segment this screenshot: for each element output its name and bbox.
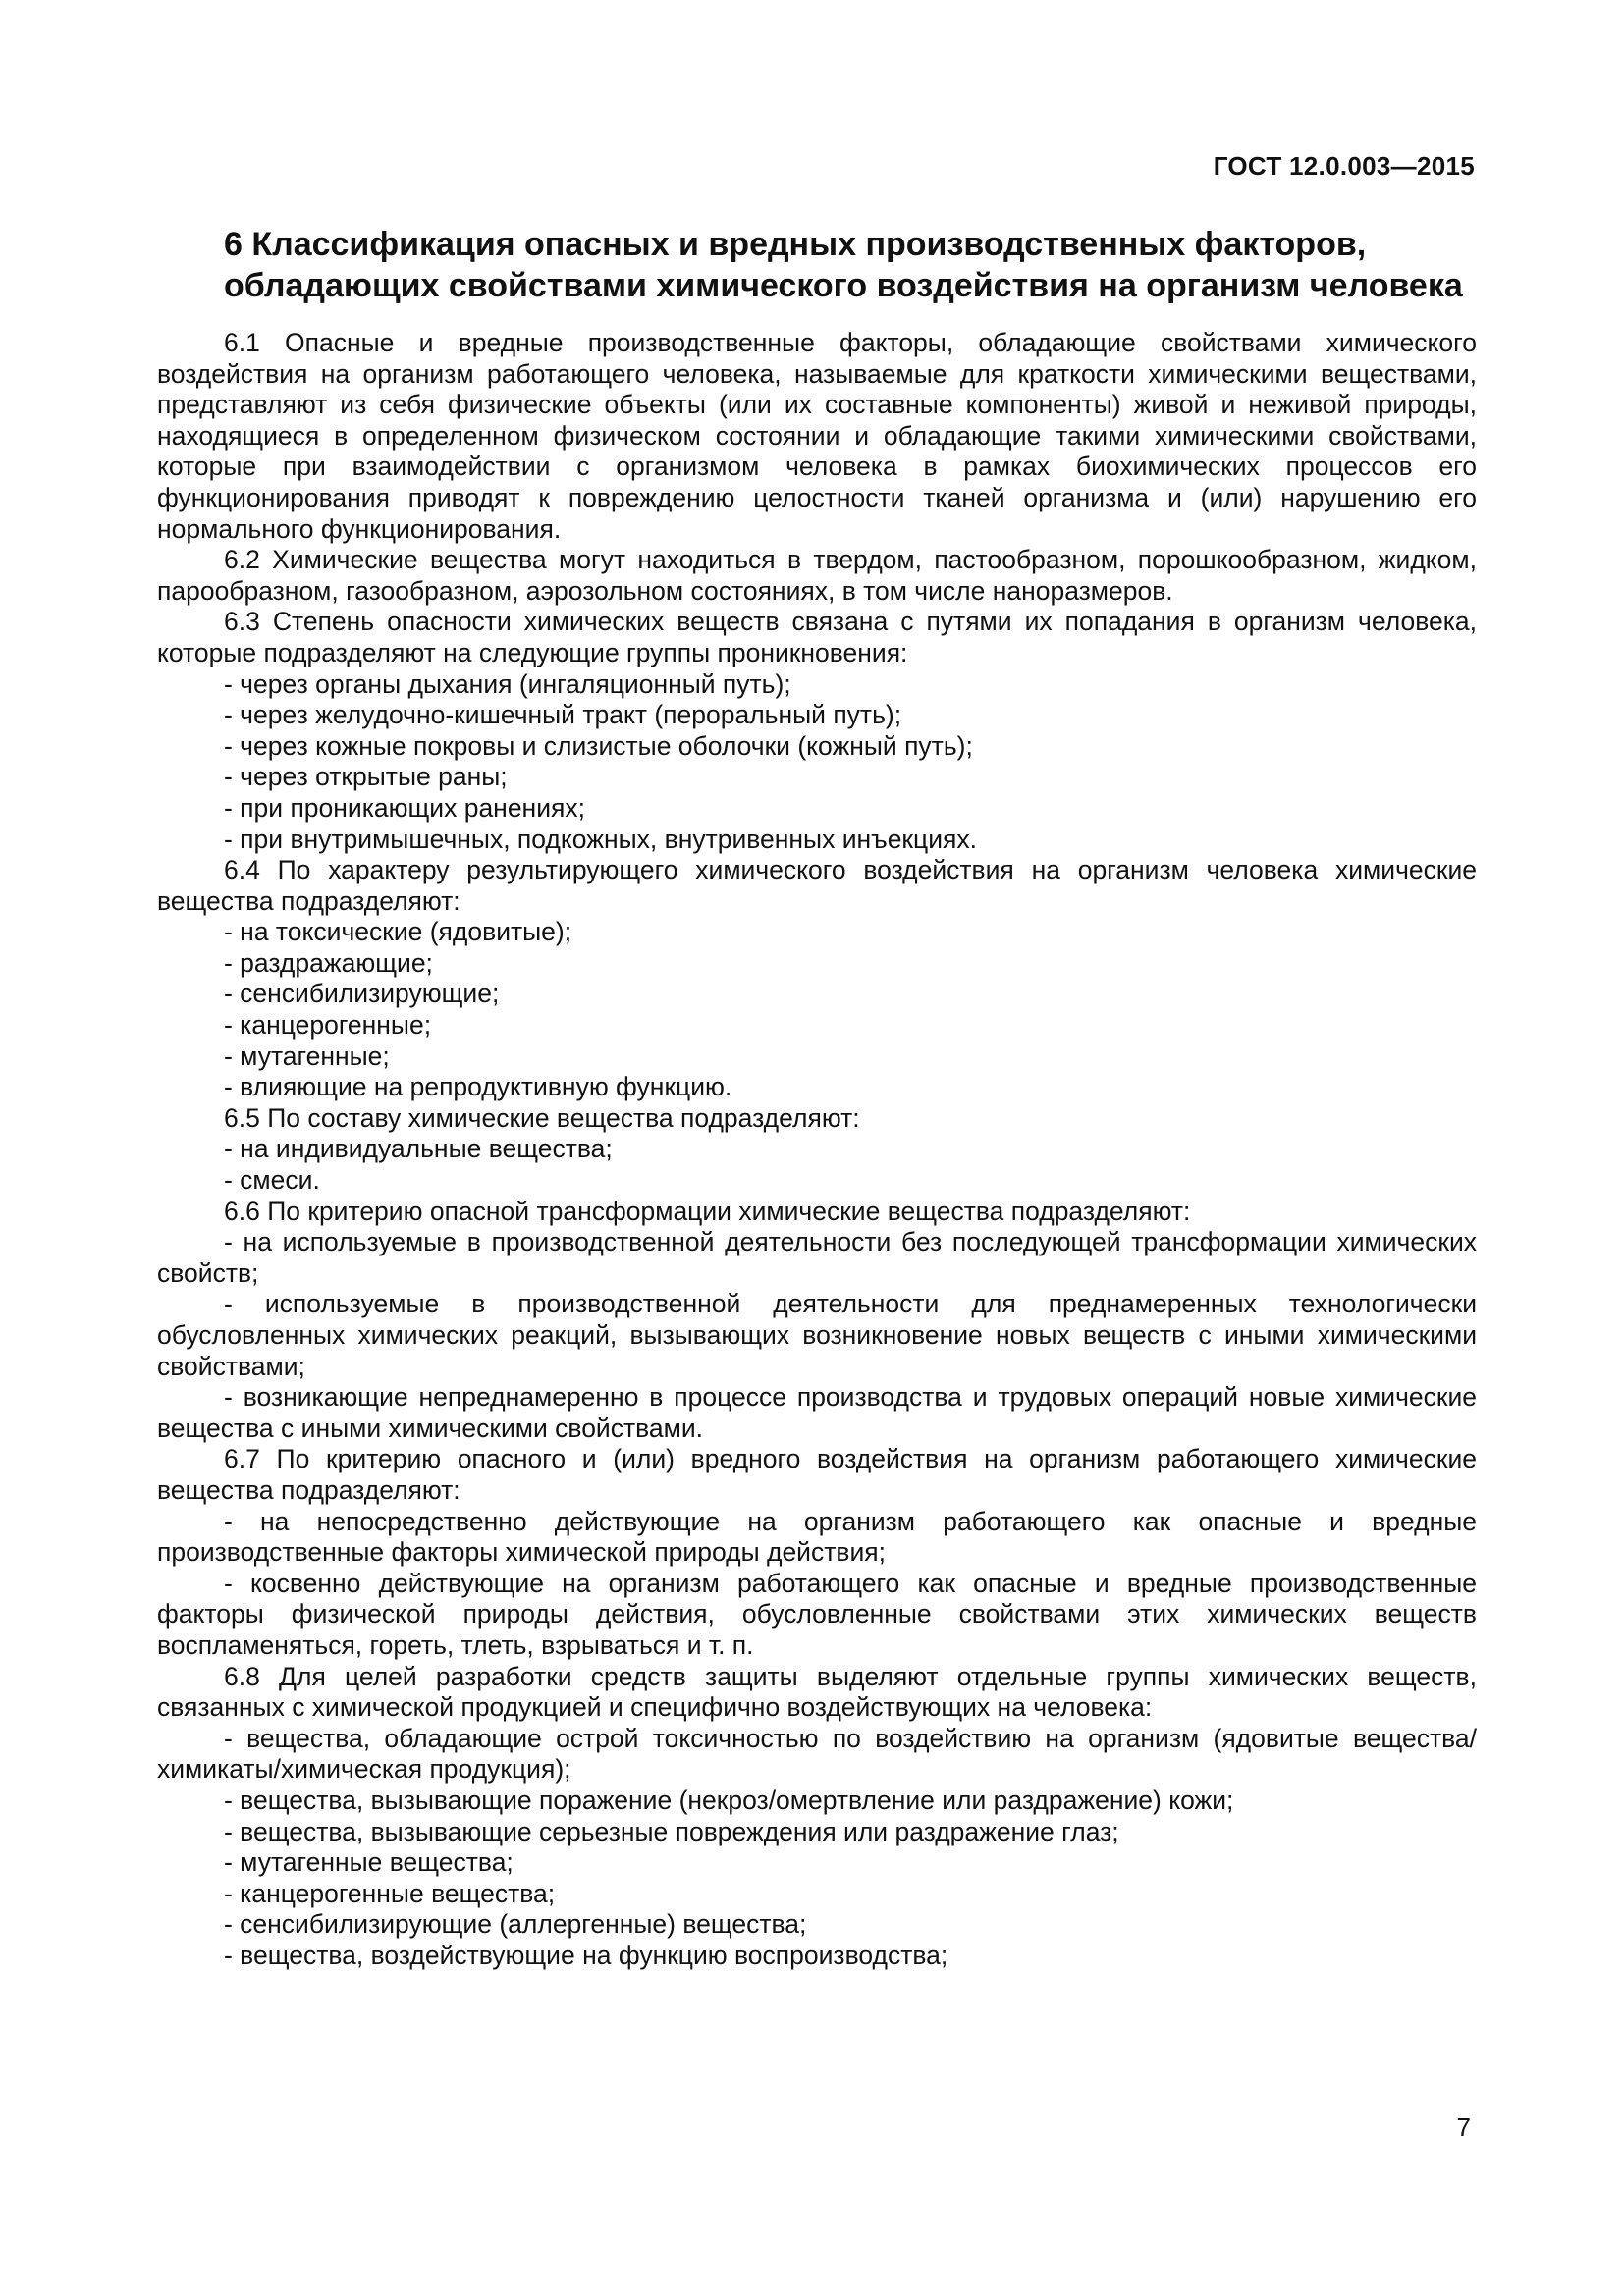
list-item: - смеси. [224, 1165, 320, 1196]
list-item: - канцерогенные вещества; [224, 1878, 556, 1908]
section-title-line-2: обладающих свойствами химического воздействия на организм человека [224, 267, 1463, 304]
list-item: - мутагенные; [224, 1041, 390, 1071]
list-item: - используемые в производственной деятельности для преднамеренных технологически обусловленных химических реакций, вызывающих возникновение новых веществ с иными химическими свойствами; [157, 1289, 1477, 1381]
page-number: 7 [1456, 2112, 1471, 2142]
document-body [157, 328, 1477, 1971]
paragraph-6-7: 6.7 По критерию опасного и (или) вредного воздействия на организм работающего химические вещества подразделяют: [157, 1444, 1477, 1505]
list-item: - сенсибилизирующие; [224, 979, 500, 1009]
list-item: - сенсибилизирующие (аллергенные) вещества; [224, 1909, 807, 1940]
list-item: - вещества, вызывающие поражение (некроз/омертвление или раздражение) кожи; [224, 1785, 1234, 1815]
paragraph-6-3: 6.3 Степень опасности химических веществ связана с путями их попадания в организм человека, которые подразделяют на следующие группы проникновения: [157, 607, 1477, 667]
list-item: - при проникающих ранениях; [224, 792, 585, 823]
list-item: - влияющие на репродуктивную функцию. [224, 1072, 732, 1102]
section-title [224, 224, 1481, 306]
list-item: - раздражающие; [224, 947, 433, 978]
list-item: - через желудочно-кишечный тракт (пероральный путь); [224, 700, 902, 730]
paragraph-6-1: 6.1 Опасные и вредные производственные факторы, обладающие свойствами химического воздействия на организм работающего человека, называемые для краткости химическими веществами, представляют из себя физические объекты (или их составные компоненты) живой и неживой природы, находящиеся в определенном физическом состоянии и обладающие такими химическими свойствами, которые при взаимодействии с организмом человека в рамках биохимических процессов его функционирования приводят к повреждению целостности тканей организма и (или) нарушению его нормального функционирования. [157, 328, 1477, 544]
list-item: - на непосредственно действующие на организм работающего как опасные и вредные производственные факторы химической природы действия; [157, 1506, 1477, 1568]
list-item: - через органы дыхания (ингаляционный путь); [224, 668, 791, 699]
paragraph-6-4: 6.4 По характеру результирующего химического воздействия на организм человека химические вещества подразделяют: [157, 855, 1477, 916]
list-item: - возникающие непреднамеренно в процессе производства и трудовых операций новые химические вещества с иными химическими свойствами. [157, 1382, 1477, 1443]
list-item: - вещества, обладающие острой токсичностью по воздействию на организм (ядовитые вещества/химикаты/химическая продукция); [157, 1723, 1477, 1785]
list-item: - при внутримышечных, подкожных, внутривенных инъекциях. [224, 824, 977, 854]
paragraph-6-5: 6.5 По составу химические вещества подразделяют: [224, 1102, 860, 1133]
list-item: - вещества, воздействующие на функцию воспроизводства; [224, 1940, 948, 1970]
list-item: - косвенно действующие на организм работающего как опасные и вредные производственные факторы физической природы действия, обусловленные свойствами этих химических веществ воспламеняться, гореть, тлеть, взрываться и т. п. [157, 1568, 1477, 1660]
list-item: - через открытые раны; [224, 762, 508, 792]
list-item: - на токсические (ядовитые); [224, 917, 572, 947]
paragraph-6-8: 6.8 Для целей разработки средств защиты выделяют отдельные группы химических веществ, связанных с химической продукцией и специфично воздействующих на человека: [157, 1661, 1477, 1723]
list-item: - канцерогенные; [224, 1010, 432, 1041]
paragraph-6-2: 6.2 Химические вещества могут находиться в твердом, пастообразном, порошкообразном, жидком, парообразном, газообразном, аэрозольном состояниях, в том числе наноразмеров. [157, 545, 1477, 606]
list-item: - на используемые в производственной деятельности без последующей трансформации химических свойств; [157, 1227, 1477, 1288]
paragraph-6-6: 6.6 По критерию опасной трансформации химические вещества подразделяют: [224, 1196, 1191, 1226]
section-title-line-1: 6 Классификация опасных и вредных производственных факторов, [224, 226, 1367, 263]
list-item: - вещества, вызывающие серьезные повреждения или раздражение глаз; [224, 1816, 1119, 1846]
document-code: ГОСТ 12.0.003—2015 [1213, 151, 1475, 181]
list-item: - через кожные покровы и слизистые оболочки (кожный путь); [224, 730, 973, 761]
list-item: - мутагенные вещества; [224, 1847, 514, 1878]
list-item: - на индивидуальные вещества; [224, 1134, 613, 1164]
